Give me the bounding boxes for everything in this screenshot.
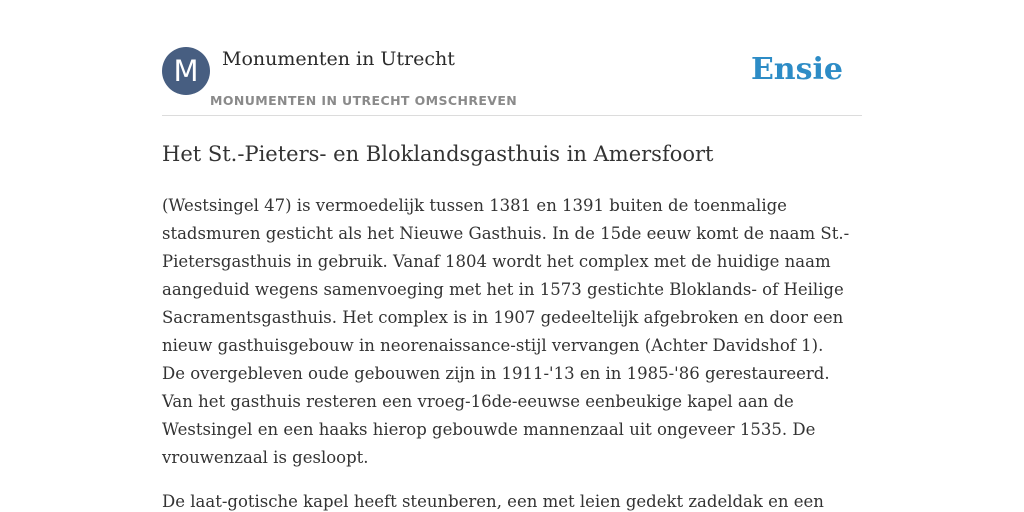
header [162, 46, 862, 116]
category-title[interactable]: Monumenten in Utrecht [222, 48, 455, 70]
text-line: (Westsingel 47) is vermoedelijk tussen 1381 en 1391 buiten de toenmalige [162, 196, 787, 215]
paragraph-1 [162, 192, 862, 472]
avatar[interactable]: M [162, 47, 210, 95]
text-line: De laat-gotische kapel heeft steunberen, een met leien gedekt zadeldak en een [162, 492, 824, 511]
text-line: nieuw gasthuisgebouw in neorenaissance-stijl vervangen (Achter Davidshof 1). [162, 336, 824, 355]
text-line: Pietersgasthuis in gebruik. Vanaf 1804 wordt het complex met de huidige naam [162, 252, 831, 271]
category-subtitle: MONUMENTEN IN UTRECHT OMSCHREVEN [210, 93, 518, 108]
text-line: De overgebleven oude gebouwen zijn in 1911-'13 en in 1985-'86 gerestaureerd. [162, 364, 830, 383]
text-line: vrouwenzaal is gesloopt. [162, 448, 369, 467]
paragraph-2 [162, 488, 862, 512]
brand-logo[interactable]: Ensie [750, 52, 843, 87]
text-line: Westsingel en een haaks hierop gebouwde mannenzaal uit ongeveer 1535. De [162, 420, 816, 439]
article-title: Het St.-Pieters- en Bloklandsgasthuis in Amersfoort [162, 142, 714, 166]
text-line: stadsmuren gesticht als het Nieuwe Gasthuis. In de 15de eeuw komt de naam St.- [162, 224, 850, 243]
text-line: Van het gasthuis resteren een vroeg-16de-eeuwse eenbeukige kapel aan de [162, 392, 794, 411]
text-line: aangeduid wegens samenvoeging met het in 1573 gestichte Bloklands- of Heilige [162, 280, 844, 299]
article-body [162, 192, 862, 512]
header-divider [162, 115, 862, 116]
text-line: Sacramentsgasthuis. Het complex is in 1907 gedeeltelijk afgebroken en door een [162, 308, 844, 327]
